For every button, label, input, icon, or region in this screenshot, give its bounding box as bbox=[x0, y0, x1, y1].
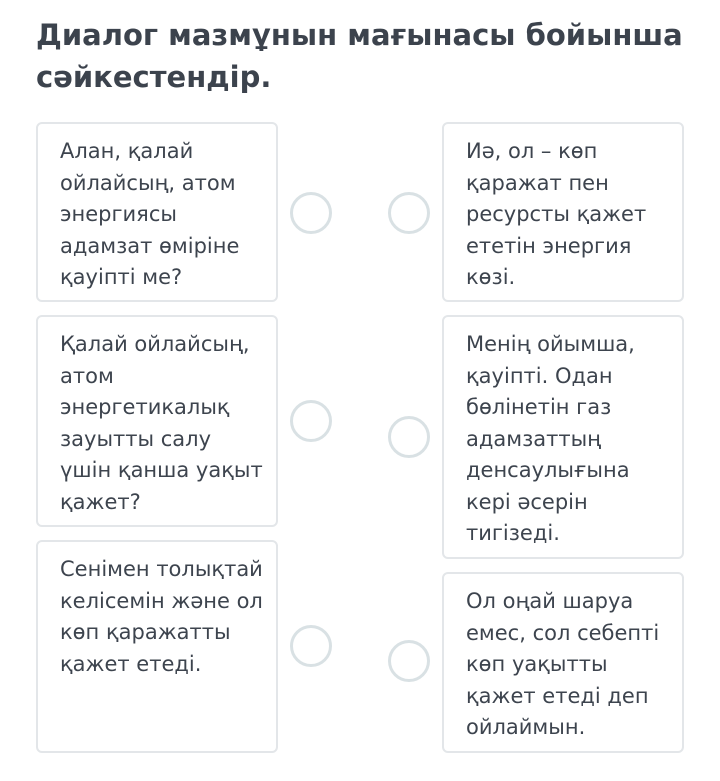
right-option-card[interactable]: Ол оңай шаруа емес, сол себепті көп уақытты қажет етеді деп ойлаймын. bbox=[442, 572, 684, 753]
right-match-circle[interactable] bbox=[388, 192, 430, 234]
right-option-card[interactable]: Менің ойымша, қауіпті. Одан бөлінетін газ адамзаттың денсаулығына кері әсерін тигізеді. bbox=[442, 315, 684, 559]
page-title: Диалог мазмұнын мағынасы бойынша сәйкестендір. bbox=[36, 18, 683, 94]
left-option-card[interactable]: Қалай ойлайсың, атом энергетикалық зауытты салу үшін қанша уақыт қажет? bbox=[36, 315, 278, 527]
left-match-circle[interactable] bbox=[290, 625, 332, 667]
right-match-circle[interactable] bbox=[388, 416, 430, 458]
left-option-card[interactable]: Алан, қалай ойлайсың, атом энергиясы адамзат өміріне қауіпті ме? bbox=[36, 122, 278, 302]
left-match-circle[interactable] bbox=[290, 400, 332, 442]
right-option-card[interactable]: Иә, ол – көп қаражат пен ресурсты қажет ететін энергия көзі. bbox=[442, 122, 684, 302]
right-match-circle[interactable] bbox=[388, 640, 430, 682]
left-match-circle[interactable] bbox=[290, 192, 332, 234]
left-option-card[interactable]: Сенімен толықтай келісемін және ол көп қаражатты қажет етеді. bbox=[36, 540, 278, 753]
